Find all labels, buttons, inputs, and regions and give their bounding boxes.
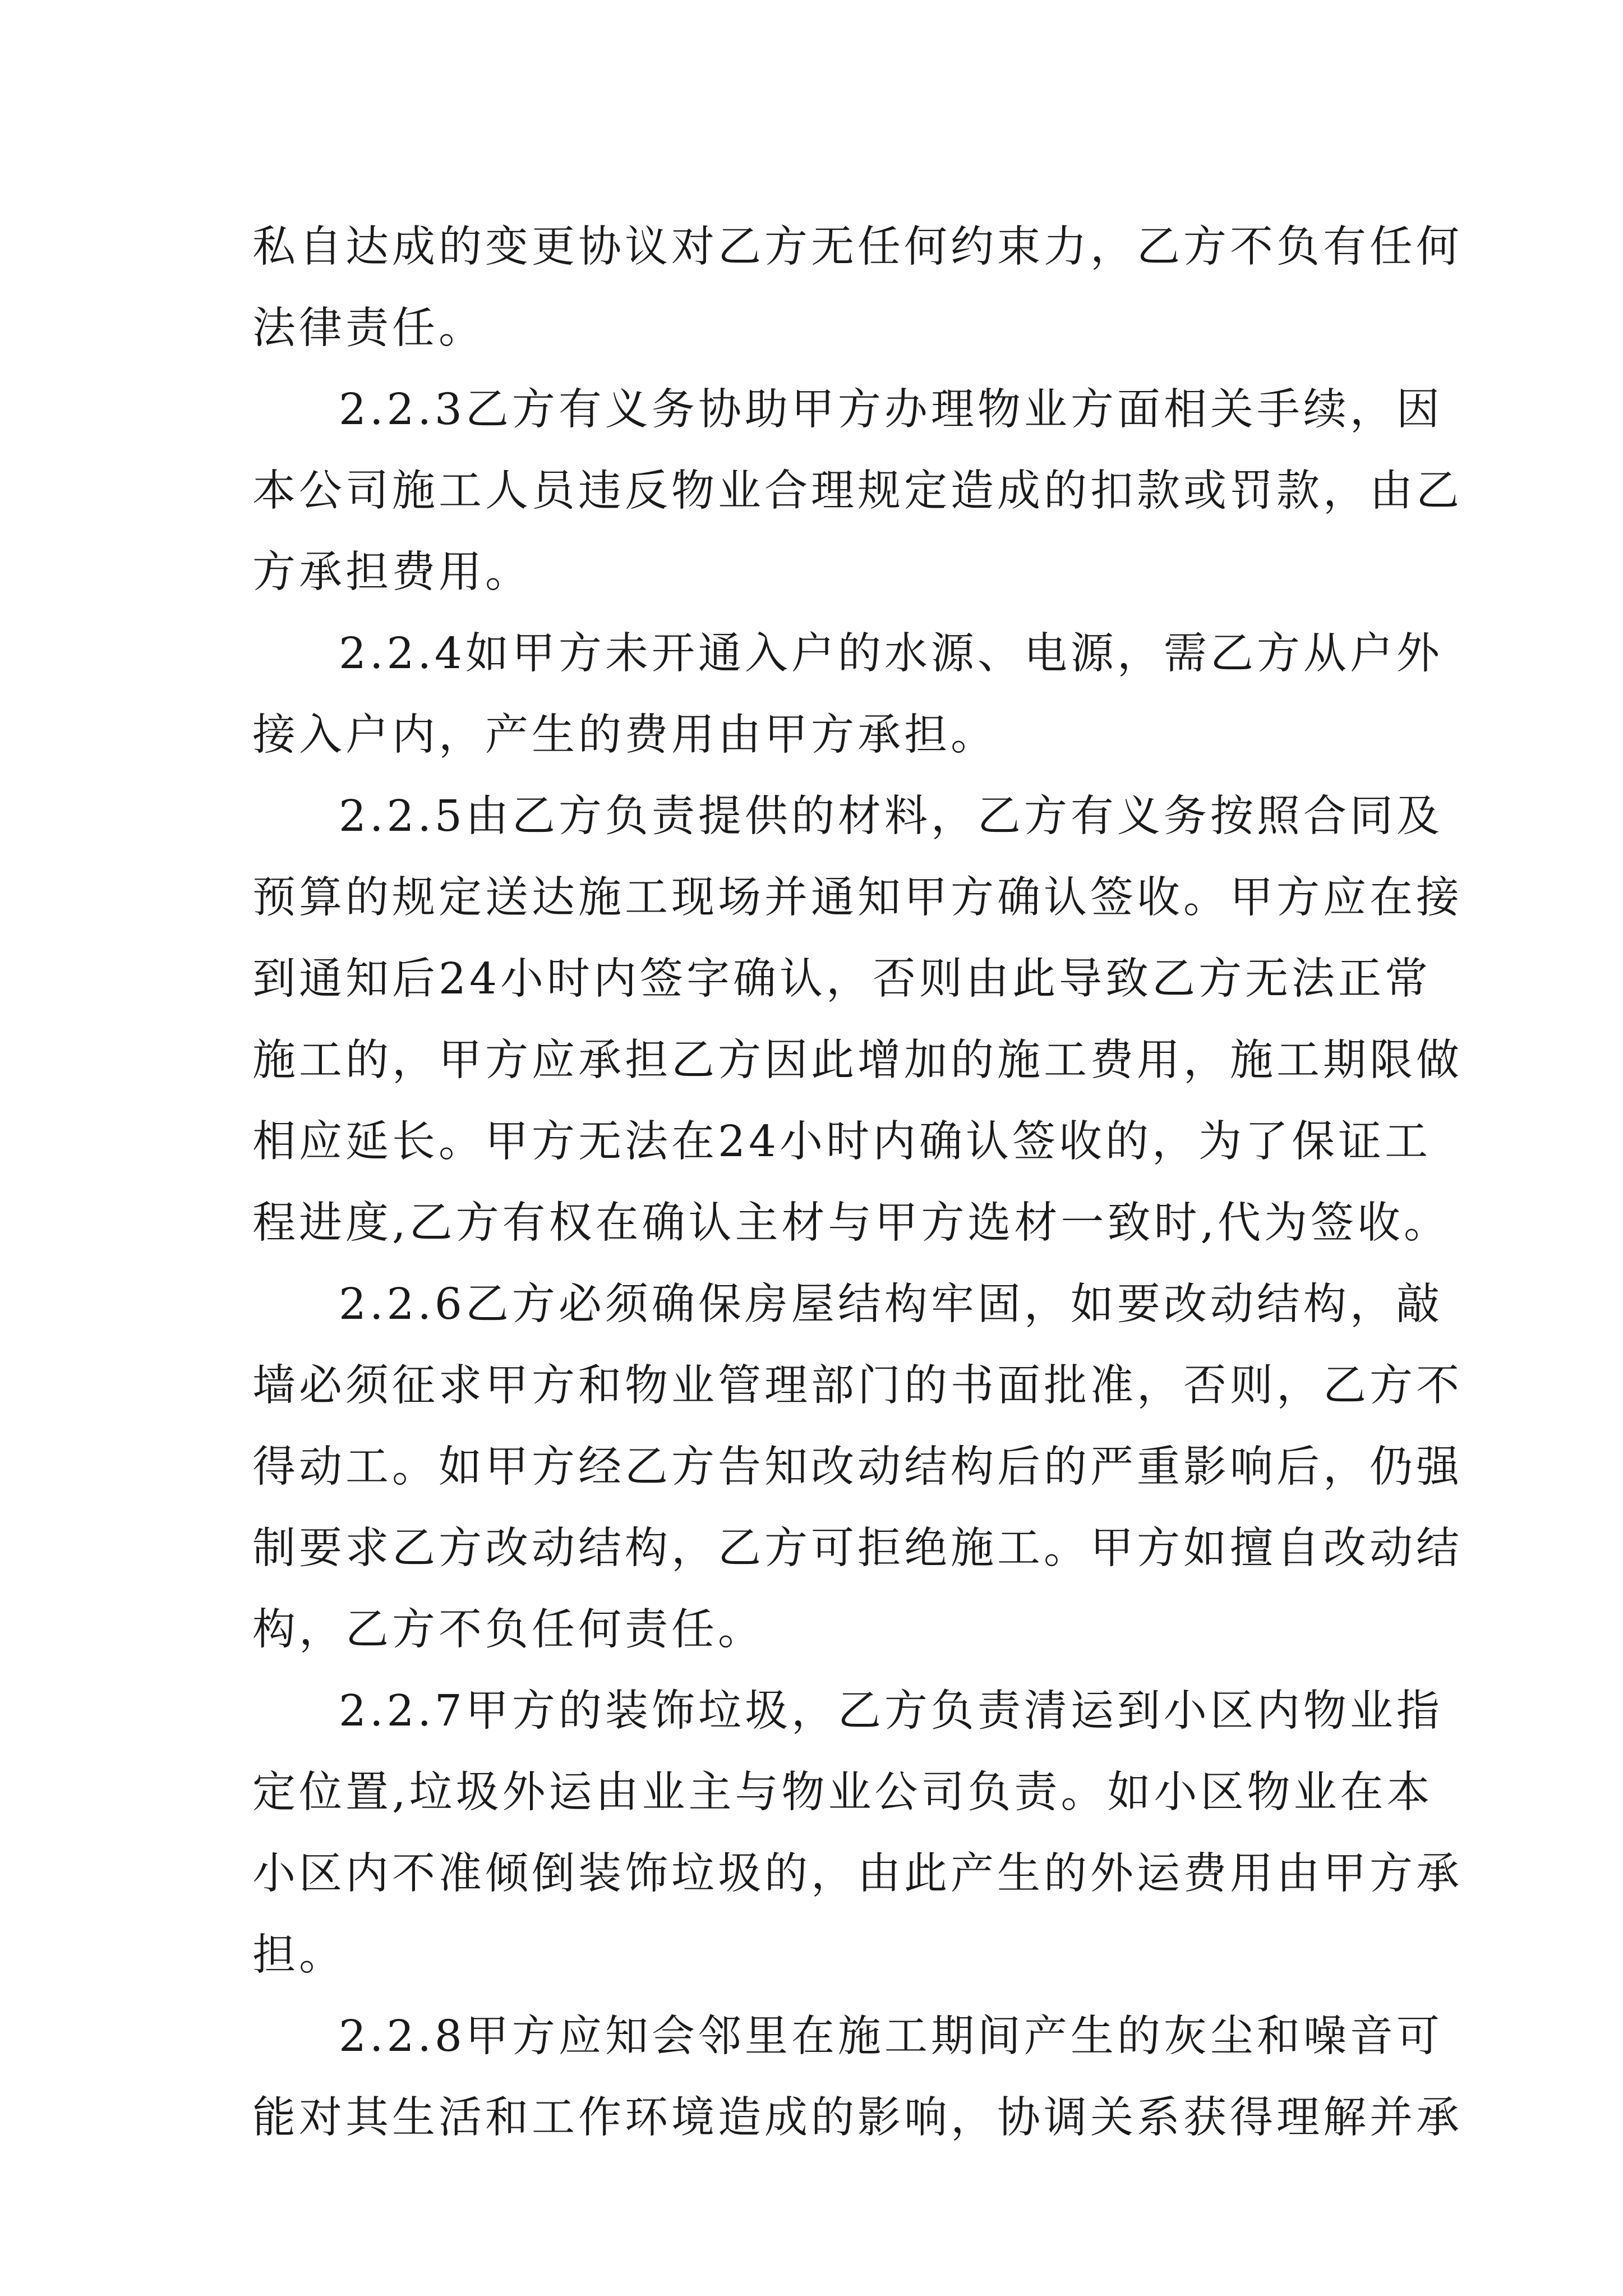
text-line: 施工的，甲方应承担乙方因此增加的施工费用，施工期限做 [252, 1036, 1463, 1085]
text-line: 法律责任。 [252, 303, 485, 353]
text-line: 2.2.4如甲方未开通入户的水源、电源，需乙方从户外 [339, 629, 1443, 679]
text-line: 相应延长。甲方无法在24小时内确认签收的，为了保证工 [252, 1117, 1431, 1167]
text-line: 程进度,乙方有权在确认主材与甲方选材一致时,代为签收。 [252, 1198, 1450, 1248]
text-line: 构，乙方不负任何责任。 [252, 1605, 764, 1655]
text-line: 到通知后24小时内签字确认，否则由此导致乙方无法正常 [252, 954, 1431, 1004]
text-line: 能对其生活和工作环境造成的影响，协调关系获得理解并承 [252, 2093, 1463, 2143]
text-line: 制要求乙方改动结构，乙方可拒绝施工。甲方如擅自改动结 [252, 1524, 1463, 1573]
text-line: 小区内不准倾倒装饰垃圾的，由此产生的外运费用由甲方承 [252, 1849, 1463, 1899]
text-line: 2.2.7甲方的装饰垃圾，乙方负责清运到小区内物业指 [339, 1686, 1443, 1736]
text-line: 墙必须征求甲方和物业管理部门的书面批准，否则，乙方不 [252, 1361, 1463, 1411]
text-line: 定位置,垃圾外运由业主与物业公司负责。如小区物业在本 [252, 1768, 1433, 1818]
text-line: 接入户内，产生的费用由甲方承担。 [252, 710, 997, 760]
text-line: 2.2.5由乙方负责提供的材料，乙方有义务按照合同及 [339, 792, 1443, 841]
body-text [252, 206, 1463, 2159]
text-line: 2.2.8甲方应知会邻里在施工期间产生的灰尘和噪音可 [339, 2012, 1443, 2062]
text-line: 2.2.6乙方必须确保房屋结构牢固，如要改动结构，敲 [339, 1280, 1443, 1329]
text-line: 2.2.3乙方有义务协助甲方办理物业方面相关手续，因 [339, 385, 1443, 435]
text-line: 担。 [252, 1930, 345, 1980]
text-line: 本公司施工人员违反物业合理规定造成的扣款或罚款，由乙 [252, 466, 1463, 516]
text-line: 预算的规定送达施工现场并通知甲方确认签收。甲方应在接 [252, 873, 1463, 923]
text-line: 私自达成的变更协议对乙方无任何约束力，乙方不负有任何 [252, 222, 1463, 272]
text-line: 方承担费用。 [252, 547, 532, 597]
text-line: 得动工。如甲方经乙方告知改动结构后的严重影响后，仍强 [252, 1442, 1463, 1492]
